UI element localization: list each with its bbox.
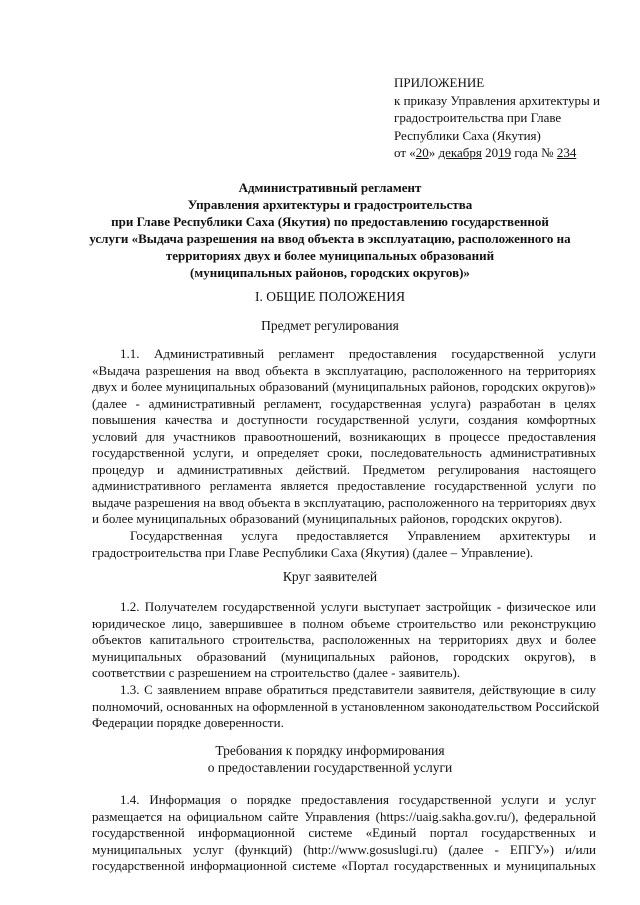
paragraph-line: повышения качества и доступности государственной услуги, создания комфортных (92, 412, 596, 427)
paragraph-1-1 (92, 346, 596, 528)
paragraph-line: административного регламента является предоставление государственной услуги по (92, 478, 596, 493)
paragraph-1-2 (92, 599, 596, 682)
paragraph-line: государственной услуги, и определяет сроки, последовательность административных (92, 445, 596, 460)
paragraph-line: Государственная услуга предоставляется Управлением архитектуры и (130, 528, 596, 543)
appendix-order-line: к приказу Управления архитектуры и (394, 92, 600, 108)
date-year-word: года № (511, 145, 557, 160)
subheading-info-line1: Требования к порядку информирования (215, 743, 445, 758)
paragraph-line: государственной информационной системе «Единый портал государственных и (92, 825, 596, 840)
title-line: Административный регламент (238, 180, 422, 195)
date-month: декабря (438, 145, 482, 160)
title-line: (муниципальных районов, городских округов)» (190, 265, 470, 280)
paragraph-line: полномочий, основанных на оформленной в установленном законодательством Российской (92, 698, 600, 714)
paragraph-line: муниципальных услуг (функций) (http://www.gosuslugi.ru) (далее - ЕПГУ») и/или (92, 841, 596, 857)
paragraph-line: двух и более муниципальных образований (муниципальных районов, городских округов)» (92, 379, 596, 394)
paragraph-line: условий для участников правоотношений, возникающих в процессе предоставления (92, 428, 596, 444)
title-line: при Главе Республики Саха (Якутия) по предоставлению государственной (111, 214, 549, 229)
paragraph-line: «Выдача разрешения на ввод объекта в эксплуатацию, расположенного на территориях (92, 362, 596, 378)
paragraph-line: соответствии с разрешением на строительство (далее - заявитель). (92, 665, 461, 680)
paragraph-provider (92, 528, 596, 561)
appendix-date-line (394, 144, 620, 162)
appendix-dept-line: градостроительства при Главе (394, 110, 562, 125)
paragraph-line: (далее - административный регламент, государственная услуга) разработан в целях (92, 395, 596, 411)
subheading-regulation: Предмет регулирования (261, 318, 399, 333)
date-prefix: от « (394, 145, 416, 160)
subheading-info-line2: о предоставлении государственной услуги (207, 760, 453, 775)
paragraph-line: выдаче разрешения на ввод объекта в эксплуатацию, расположенного на территориях двух (92, 494, 596, 510)
order-number: 234 (556, 145, 577, 160)
title-line: услуги «Выдача разрешения на ввод объекта в эксплуатацию, расположенного на (89, 231, 571, 246)
paragraph-line: 1.1. Административный регламент предоставления государственной услуги (120, 346, 596, 361)
paragraph-line: и более муниципальных образований (муниципальных районов, городских округов). (92, 511, 563, 526)
paragraph-line: градостроительства при Главе Республики Саха (Якутия) (далее – Управление). (92, 544, 534, 560)
paragraph-line: 1.2. Получателем государственной услуги выступает застройщик - физическое или (120, 599, 596, 614)
paragraph-line: объектов капитального строительства, расположенных на территориях двух и более (92, 632, 596, 647)
appendix-label: ПРИЛОЖЕНИЕ (394, 75, 485, 90)
document-title (40, 179, 620, 281)
title-line: территориях двух и более муниципальных образований (165, 248, 495, 263)
appendix-block (394, 74, 620, 162)
date-sep: » (428, 145, 439, 160)
paragraph-line: Федерации порядке доверенности. (92, 715, 284, 730)
paragraph-line: муниципальных образований (муниципальных районов, городских округов), в (92, 648, 596, 664)
date-day: 20 (415, 145, 429, 160)
paragraph-line: процедур и административных действий. Предметом регулирования настоящего (92, 461, 596, 477)
date-year-prefix: 20 (481, 145, 499, 160)
paragraph-line: 1.4. Информация о порядке предоставления государственной услуги и услуг (120, 792, 596, 807)
title-line: Управления архитектуры и градостроительства (187, 197, 473, 212)
date-year-suffix: 19 (498, 145, 512, 160)
paragraph-line: юридическое лицо, завершившее в полном объеме строительство или реконструкцию (92, 615, 596, 631)
paragraph-1-4 (92, 792, 596, 875)
paragraph-line: 1.3. С заявлением вправе обратиться представители заявителя, действующие в силу (120, 682, 596, 697)
paragraph-1-3 (92, 682, 600, 732)
section-heading: I. ОБЩИЕ ПОЛОЖЕНИЯ (255, 289, 405, 304)
appendix-republic-line: Республики Саха (Якутия) (394, 127, 541, 143)
paragraph-line: размещается на официальном сайте Управления (https://uaig.sakha.gov.ru/), федеральной (92, 808, 596, 824)
subheading-applicants: Круг заявителей (282, 569, 378, 584)
paragraph-line: государственной информационной системе «Портал государственных и муниципальных (92, 858, 596, 873)
